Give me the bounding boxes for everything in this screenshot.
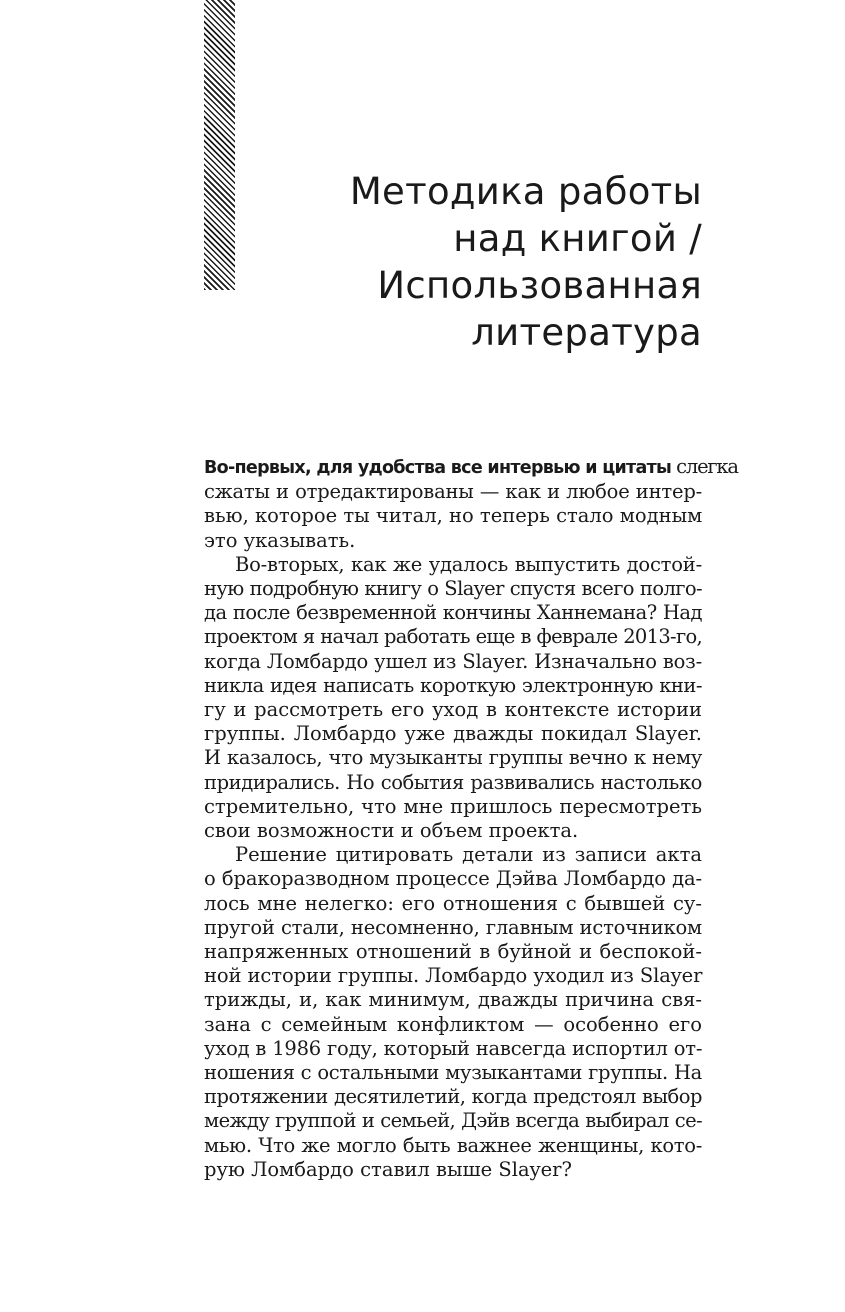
body-line: стремительно, что мне пришлось пересмотреть — [204, 794, 702, 818]
body-line: вью, которое ты читал, но теперь стало модным — [204, 504, 703, 528]
body-line: группы. Ломбардо уже дважды покидал Slayer. — [204, 722, 702, 746]
body-line: зана с семейным конфликтом — особенно его — [204, 1012, 702, 1036]
chapter-title — [182, 168, 702, 356]
body-line: да после безвременной кончины Ханнемана? Над — [204, 601, 702, 625]
body-line: о бракоразводном процессе Дэйва Ломбардо да- — [204, 867, 702, 891]
body-line: проектом я начал работать еще в феврале 2013-го, — [204, 625, 702, 649]
body-line: никла идея написать короткую электронную кни- — [204, 673, 702, 697]
body-line: ношения с остальными музыкантами группы. На — [204, 1061, 702, 1085]
body-line: когда Ломбардо ушел из Slayer. Изначально воз- — [204, 649, 702, 673]
body-line: гу и рассмотреть его уход в контексте истории — [204, 698, 702, 722]
body-line: между группой и семьей, Дэйв всегда выбирал се- — [204, 1109, 702, 1133]
body-line: трижды, и, как минимум, дважды причина свя- — [204, 988, 702, 1012]
body-line: это указывать. — [204, 528, 356, 552]
body-line: ной истории группы. Ломбардо уходил из Slayer — [204, 964, 703, 988]
body-line: сжаты и отредактированы — как и любое интер- — [204, 480, 702, 504]
body-line: свои возможности и объем проекта. — [204, 819, 579, 843]
body-line: И казалось, что музыканты группы вечно к нему — [204, 746, 702, 770]
chapter-title-line: над книгой / — [453, 217, 702, 260]
body-line: напряженных отношений в буйной и беспокой- — [204, 940, 702, 964]
body-line: пругой стали, несомненно, главным источником — [204, 915, 702, 939]
chapter-title-line: Использованная — [377, 264, 702, 307]
body-line: ную подробную книгу о Slayer спустя всего полго- — [204, 577, 702, 601]
chapter-title-line: литература — [471, 311, 702, 354]
body-line: Во-первых, для удобства все интервью и цитаты слегка — [204, 455, 738, 478]
body-text — [204, 455, 738, 1182]
body-line: уход в 1986 году, который навсегда испортил от- — [204, 1036, 703, 1060]
body-line: лось мне нелегко: его отношения с бывшей су- — [204, 891, 702, 915]
body-line: мью. Что же могло быть важнее женщины, кото- — [204, 1133, 702, 1157]
body-line: придирались. Но события развивались настолько — [204, 770, 702, 794]
chapter-title-line: Методика работы — [349, 170, 702, 213]
body-line: Во-вторых, как же удалось выпустить достой- — [235, 552, 702, 576]
body-line: Решение цитировать детали из записи акта — [235, 843, 702, 867]
lead-in-text: Во-первых, для удобства все интервью и цитаты — [204, 458, 672, 478]
body-line: протяжении десятилетий, когда предстоял выбор — [204, 1085, 702, 1109]
body-line: рую Ломбардо ставил выше Slayer? — [204, 1157, 572, 1181]
